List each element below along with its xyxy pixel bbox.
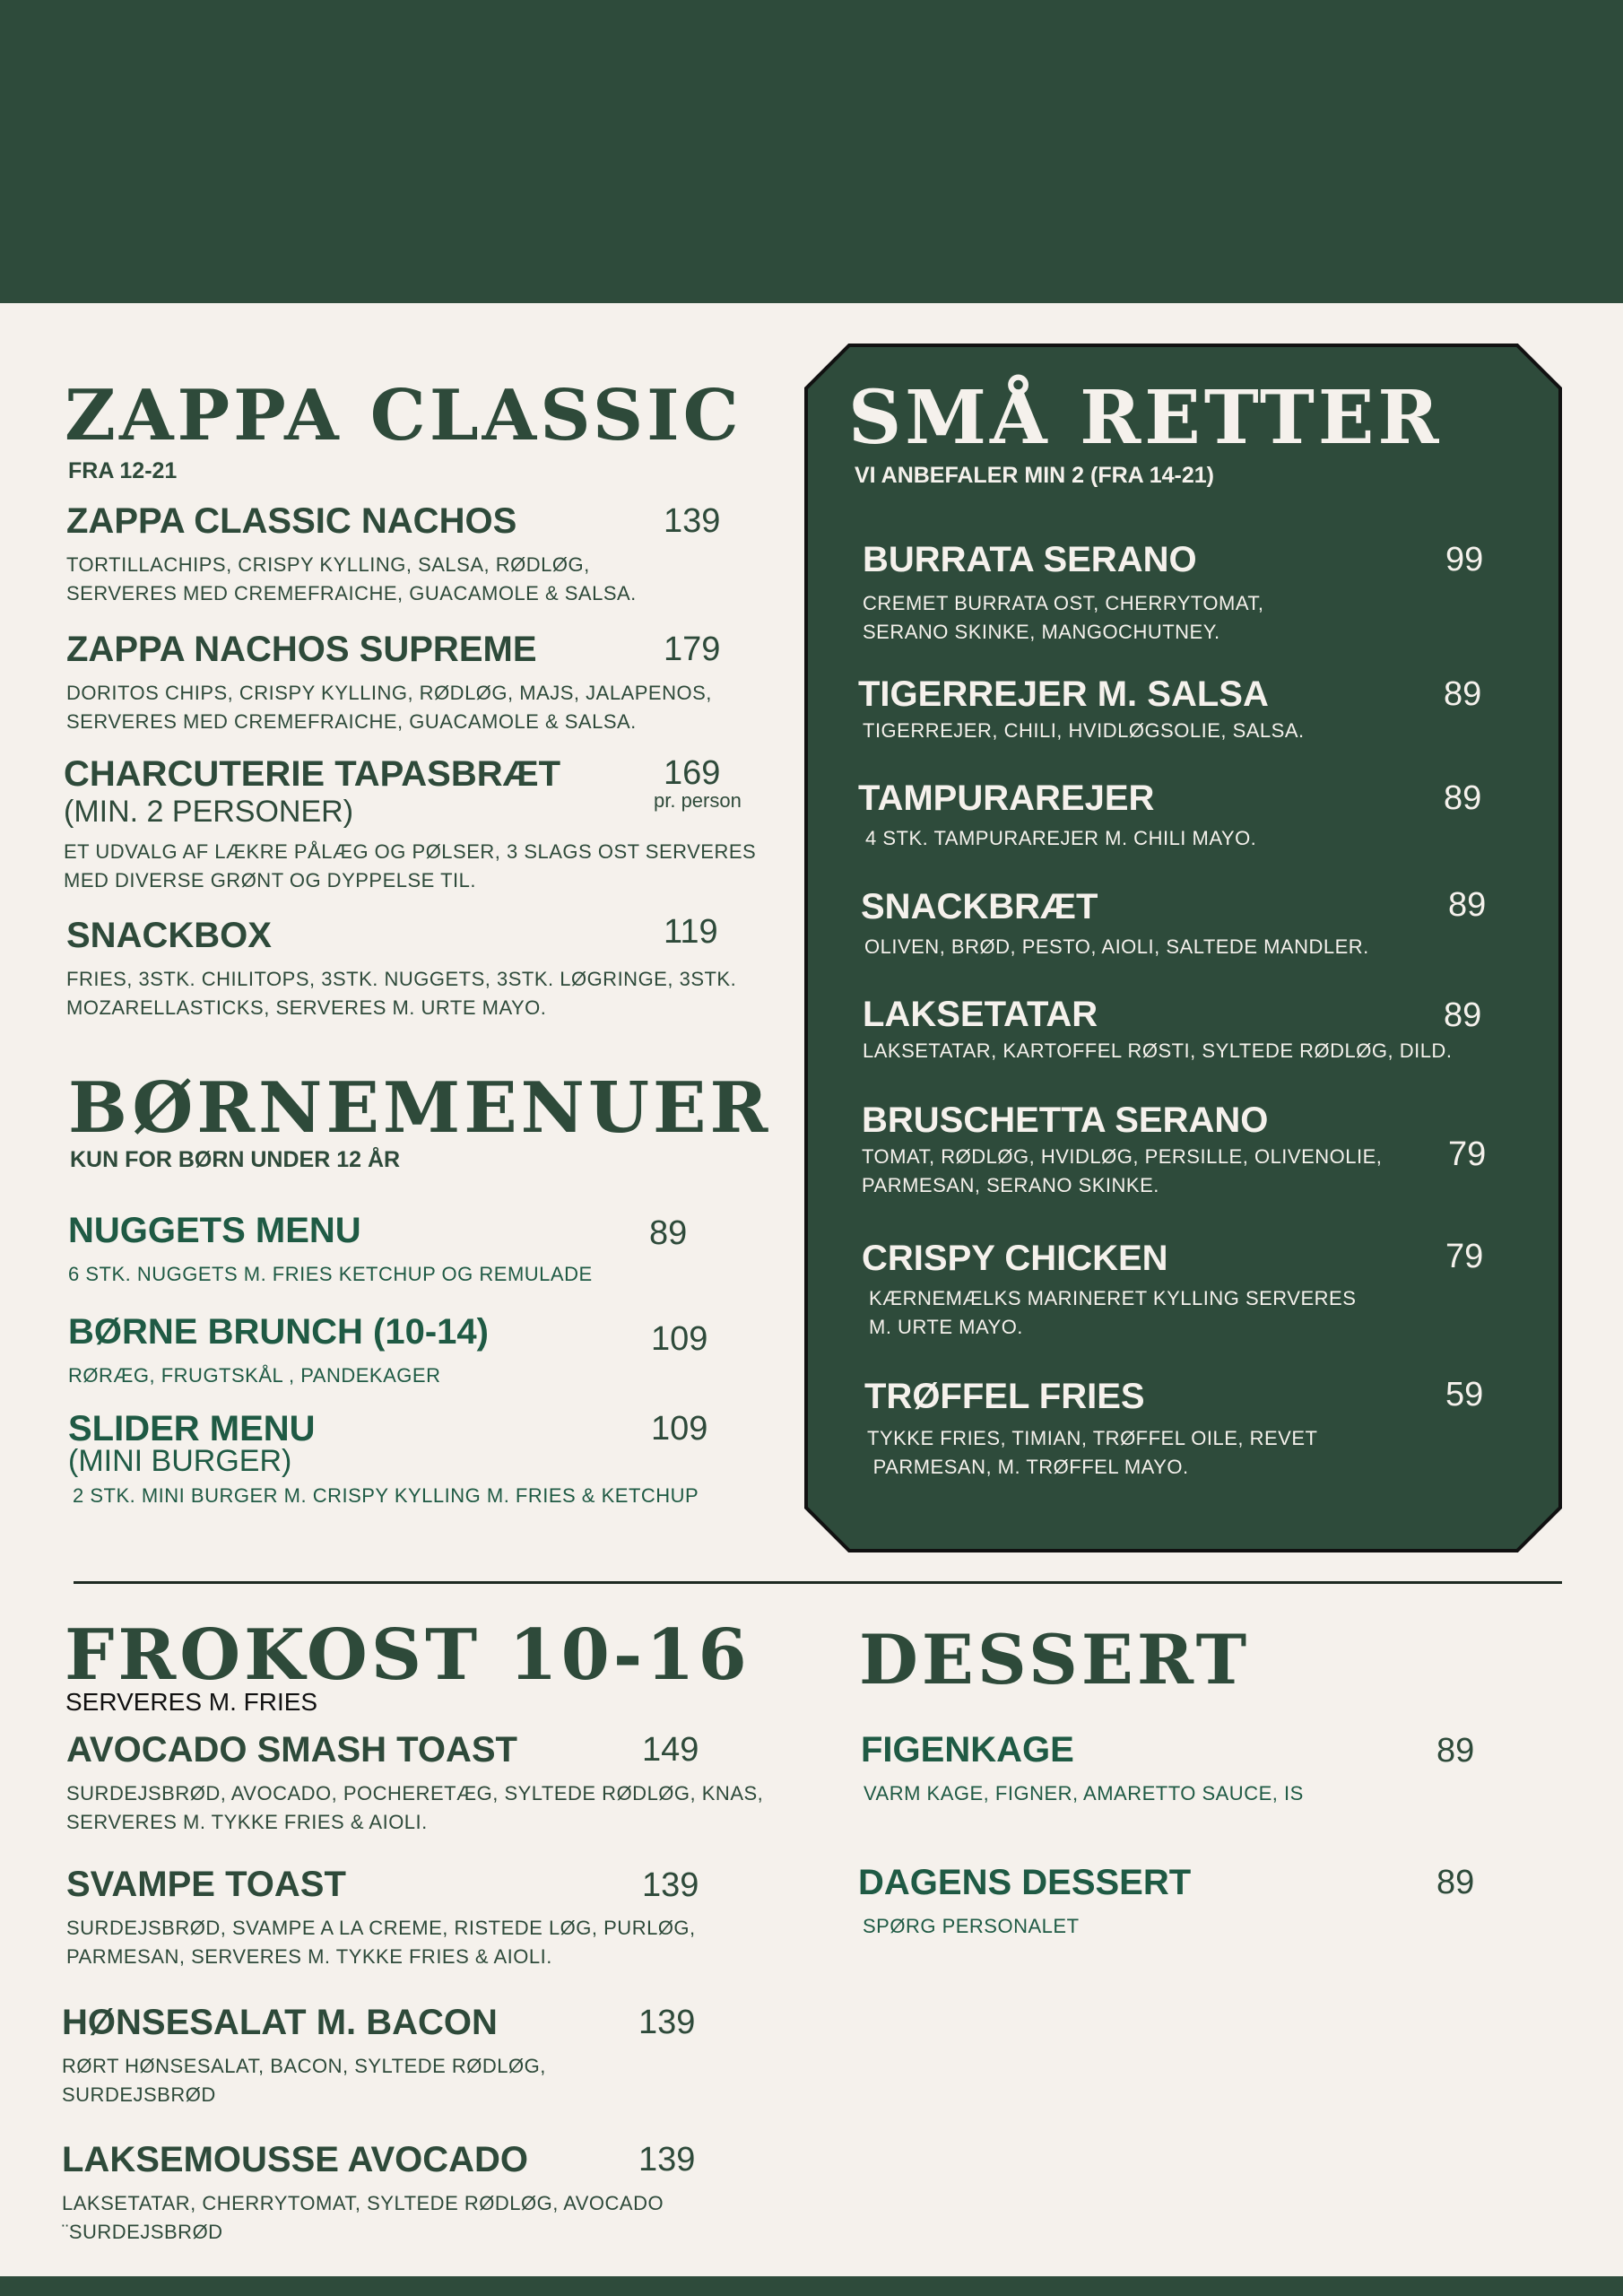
menu-item-borne-brunch [68,1311,489,1390]
item-name: BØRNE BRUNCH (10-14) [68,1312,489,1352]
smaa-retter-subtitle: VI ANBEFALER MIN 2 (FRA 14-21) [855,463,1214,488]
item-name: AVOCADO SMASH TOAST [66,1730,517,1770]
item-price: 99 [1445,541,1484,578]
item-description: SPØRG PERSONALET [863,1915,1080,1937]
item-description: FRIES, 3STK. CHILITOPS, 3STK. NUGGETS, 3STK. LØGRINGE, 3STK. MOZARELLASTICKS, SERVERES M. URTE MAYO. [66,968,737,1019]
item-name: SNACKBRÆT [861,887,1098,926]
menu-item-figenkage [861,1729,1304,1808]
item-description: OLIVEN, BRØD, PESTO, AIOLI, SALTEDE MANDLER. [864,935,1369,958]
item-description: CREMET BURRATA OST, CHERRYTOMAT, SERANO SKINKE, MANGOCHUTNEY. [863,592,1264,643]
item-description: LAKSETATAR, CHERRYTOMAT, SYLTEDE RØDLØG, AVOCADO ¨SURDEJSBRØD [62,2192,664,2243]
item-description: TORTILLACHIPS, CRISPY KYLLING, SALSA, RØDLØG, SERVERES MED CREMEFRAICHE, GUACAMOLE & SALSA. [66,553,637,604]
item-price: 169 [664,754,721,792]
dessert-title: DESSERT [859,1620,1251,1700]
item-name: ZAPPA CLASSIC NACHOS [66,501,517,541]
item-price: 89 [1448,886,1487,924]
item-price: 89 [649,1214,688,1252]
item-price: 139 [664,502,721,540]
zappa-classic-title: ZAPPA CLASSIC [65,375,742,457]
item-price: 89 [1444,675,1482,713]
item-description: TYKKE FRIES, TIMIAN, TRØFFEL OILE, REVET PARMESAN, M. TRØFFEL MAYO. [867,1427,1318,1478]
item-name: TIGERREJER M. SALSA [858,674,1269,714]
item-price: 59 [1445,1376,1484,1413]
item-price: 89 [1436,1732,1475,1770]
item-price: 179 [664,631,721,668]
item-price: 89 [1444,996,1482,1034]
zappa-classic-subtitle: FRA 12-21 [68,458,178,483]
item-description: SURDEJSBRØD, AVOCADO, POCHERETÆG, SYLTEDE RØDLØG, KNAS, SERVERES M. TYKKE FRIES & AIOLI. [66,1782,764,1833]
item-name: CHARCUTERIE TAPASBRÆT [64,754,561,794]
item-description: ET UDVALG AF LÆKRE PÅLÆG OG PØLSER, 3 SLAGS OST SERVERES MED DIVERSE GRØNT OG DYPPELSE TIL. [64,840,757,891]
item-description: TIGERREJER, CHILI, HVIDLØGSOLIE, SALSA. [863,719,1305,742]
item-price: 79 [1445,1238,1484,1275]
menu-item-snackbraet [861,886,1369,961]
item-price: 139 [638,2141,696,2179]
item-name: DAGENS DESSERT [858,1863,1192,1902]
bornemenuer-title: BØRNEMENUER [68,1067,772,1149]
item-name: BRUSCHETTA SERANO [862,1100,1269,1140]
item-name: LAKSEMOUSSE AVOCADO [62,2140,529,2179]
item-name-note: (MIN. 2 PERSONER) [64,795,354,829]
item-name: SNACKBOX [66,916,272,955]
menu-item-laksetatar [863,994,1452,1065]
smaa-retter-title: SMÅ RETTER [848,375,1443,461]
price-note: pr. person [654,789,742,812]
item-price: 109 [651,1410,708,1448]
menu-item-tampurarejer [858,778,1256,853]
item-price: 139 [638,2004,696,2041]
item-description: VARM KAGE, FIGNER, AMARETTO SAUCE, IS [864,1782,1304,1805]
menu-item-tigerrejer-m-salsa [858,674,1305,745]
item-name: ZAPPA NACHOS SUPREME [66,630,537,669]
item-name: HØNSESALAT M. BACON [62,2003,498,2042]
menu-item-laksemousse-avocado [62,2139,664,2247]
item-price: 89 [1436,1864,1475,1901]
item-name: CRISPY CHICKEN [862,1239,1168,1278]
item-description: 6 STK. NUGGETS M. FRIES KETCHUP OG REMULADE [68,1263,593,1285]
item-name: BURRATA SERANO [863,540,1197,579]
bottom-band [0,2276,1623,2296]
item-name: SVAMPE TOAST [66,1865,346,1904]
menu-item-honsesalat-m-bacon [62,2002,546,2109]
item-description: SURDEJSBRØD, SVAMPE A LA CREME, RISTEDE LØG, PURLØG, PARMESAN, SERVERES M. TYKKE FRIES & AIOLI. [66,1917,696,1968]
menu-item-charcuterie-tapasbraet [64,753,756,895]
item-price: 79 [1448,1135,1487,1173]
item-name: TRØFFEL FRIES [864,1377,1145,1416]
item-name: SLIDER MENU [68,1409,316,1448]
bornemenuer-subtitle: KUN FOR BØRN UNDER 12 ÅR [70,1147,401,1172]
menu-item-zappa-nachos-supreme [66,629,712,736]
item-name: NUGGETS MENU [68,1211,361,1250]
item-price: 149 [642,1731,699,1769]
menu-item-zappa-classic-nachos [66,500,637,608]
menu-item-troeffel-fries [864,1376,1317,1482]
item-description: LAKSETATAR, KARTOFFEL RØSTI, SYLTEDE RØDLØG, DILD. [863,1039,1453,1062]
item-price: 109 [651,1320,708,1358]
item-price: 89 [1444,779,1482,817]
menu-item-crispy-chicken [862,1238,1356,1342]
menu-item-svampe-toast [66,1864,696,1971]
item-description: RØRT HØNSESALAT, BACON, SYLTEDE RØDLØG, SURDEJSBRØD [62,2055,546,2106]
item-description: DORITOS CHIPS, CRISPY KYLLING, RØDLØG, MAJS, JALAPENOS, SERVERES MED CREMEFRAICHE, GUACAMOLE & SALSA. [66,682,712,733]
item-description: 4 STK. TAMPURAREJER M. CHILI MAYO. [865,827,1257,849]
frokost-title: FROKOST 10-16 [65,1614,751,1696]
top-header-band [0,0,1623,303]
menu-item-bruschetta-serano [862,1100,1382,1200]
item-name-note: (MINI BURGER) [68,1444,292,1478]
menu-item-snackbox [66,915,736,1022]
menu-item-dagens-dessert [858,1862,1191,1941]
item-description: 2 STK. MINI BURGER M. CRISPY KYLLING M. FRIES & KETCHUP [73,1484,699,1507]
item-price: 119 [664,913,718,951]
menu-item-slider-menu [68,1408,699,1510]
item-description: KÆRNEMÆLKS MARINERET KYLLING SERVERES M. URTE MAYO. [869,1287,1357,1338]
item-name: LAKSETATAR [863,995,1098,1034]
item-name: FIGENKAGE [861,1730,1074,1770]
menu-item-nuggets-menu [68,1210,593,1289]
item-description: RØRÆG, FRUGTSKÅL , PANDEKAGER [68,1364,441,1387]
menu-item-burrata-serano [863,539,1264,647]
section-divider [74,1581,1562,1584]
frokost-subtitle: SERVERES M. FRIES [65,1688,318,1716]
item-description: TOMAT, RØDLØG, HVIDLØG, PERSILLE, OLIVENOLIE, PARMESAN, SERANO SKINKE. [862,1145,1383,1196]
item-price: 139 [642,1866,699,1904]
item-name: TAMPURAREJER [858,778,1155,818]
